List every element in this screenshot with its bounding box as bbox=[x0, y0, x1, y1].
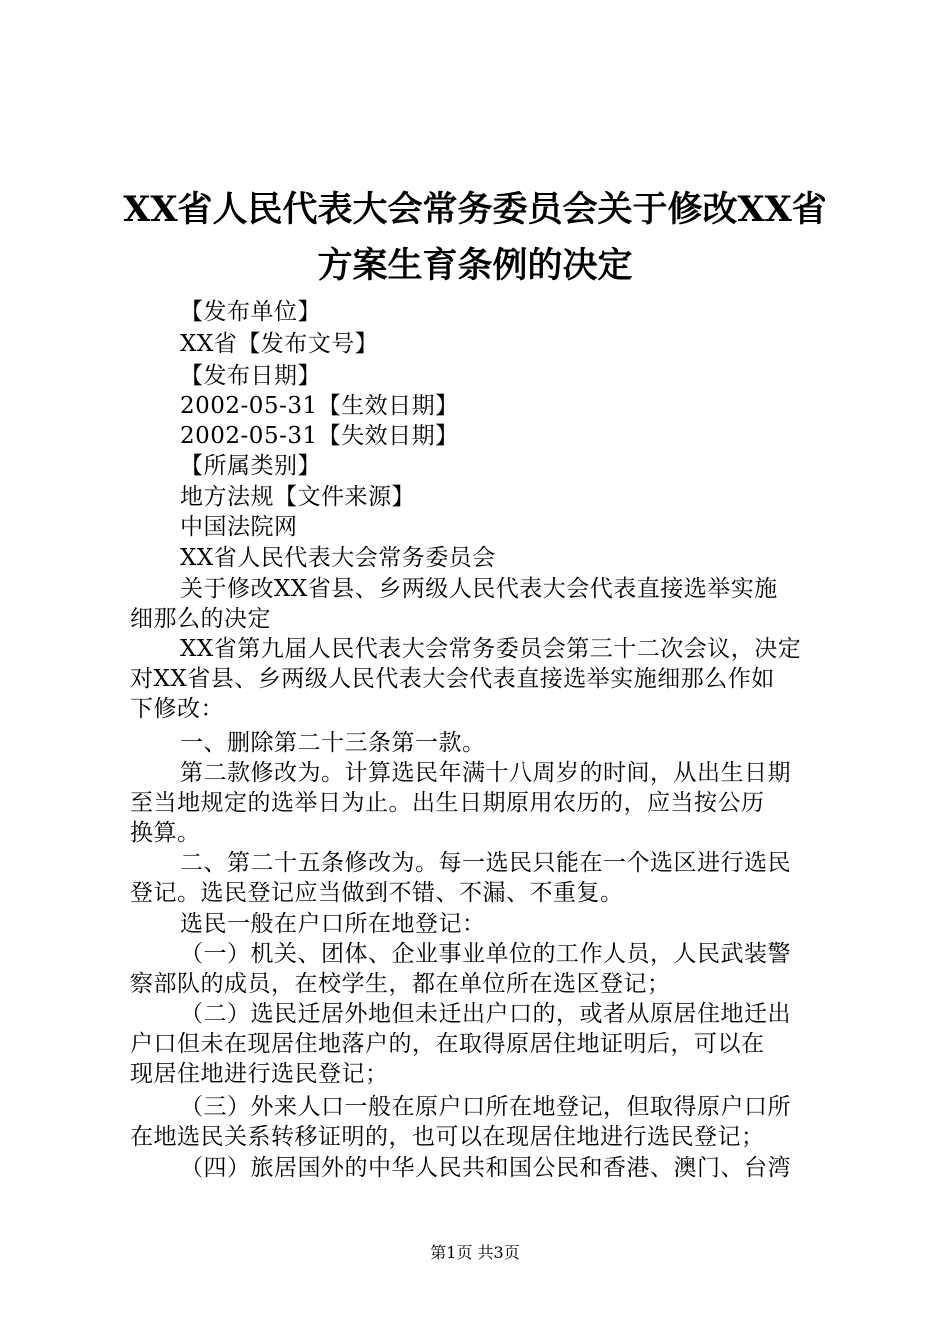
text-line: 第二款修改为。计算选民年满十八周岁的时间，从出生日期 bbox=[180, 760, 791, 786]
text-line: 关于修改XX省县、乡两级人民代表大会代表直接选举实施 bbox=[180, 576, 778, 602]
text-line: 一、删除第二十三条第一款。 bbox=[180, 730, 486, 756]
text-line: 现居住地进行选民登记； bbox=[130, 1061, 389, 1087]
text-line: 二、第二十五条修改为。每一选民只能在一个选区进行选民 bbox=[180, 850, 791, 876]
text-line: 户口但未在现居住地落户的，在取得原居住地证明后，可以在 bbox=[130, 1031, 765, 1057]
text-line: XX省人民代表大会常务委员会 bbox=[180, 545, 496, 571]
text-line: 换算。 bbox=[130, 820, 201, 846]
text-line: XX省第九届人民代表大会常务委员会第三十二次会议，决定 bbox=[180, 636, 802, 662]
text-line: （一）机关、团体、企业事业单位的工作人员，人民武装警 bbox=[180, 941, 791, 967]
text-line: 选民一般在户口所在地登记： bbox=[180, 911, 486, 937]
text-line: 至当地规定的选举日为止。出生日期原用农历的，应当按公历 bbox=[130, 790, 765, 816]
page-number-footer: 第1页 共3页 bbox=[430, 1243, 520, 1262]
text-line: 细那么的决定 bbox=[130, 606, 271, 632]
text-line: 察部队的成员，在校学生，都在单位所在选区登记； bbox=[130, 971, 671, 997]
text-line: 对XX省县、乡两级人民代表大会代表直接选举实施细那么作如 bbox=[130, 666, 775, 692]
document-title-line-1: XX省人民代表大会常务委员会关于修改XX省 bbox=[123, 189, 827, 230]
document-title-line-2: 方案生育条例的决定 bbox=[317, 245, 633, 286]
text-line: 【发布单位】 bbox=[180, 299, 321, 325]
text-line: 下修改： bbox=[130, 696, 224, 722]
text-line: 2002-05-31【失效日期】 bbox=[180, 423, 459, 449]
text-line: 在地选民关系转移证明的，也可以在现居住地进行选民登记； bbox=[130, 1124, 765, 1150]
text-line: 登记。选民登记应当做到不错、不漏、不重复。 bbox=[130, 880, 624, 906]
text-line: 地方法规【文件来源】 bbox=[180, 484, 415, 510]
text-line: （三）外来人口一般在原户口所在地登记，但取得原户口所 bbox=[180, 1094, 791, 1120]
text-line: 2002-05-31【生效日期】 bbox=[180, 393, 459, 419]
text-line: 【发布日期】 bbox=[180, 363, 321, 389]
text-line: 中国法院网 bbox=[180, 514, 298, 540]
text-line: （四）旅居国外的中华人民共和国公民和香港、澳门、台湾 bbox=[180, 1155, 791, 1181]
text-line: 【所属类别】 bbox=[180, 453, 321, 479]
text-line: （二）选民迁居外地但未迁出户口的，或者从原居住地迁出 bbox=[180, 1001, 791, 1027]
text-line: XX省【发布文号】 bbox=[180, 331, 379, 357]
